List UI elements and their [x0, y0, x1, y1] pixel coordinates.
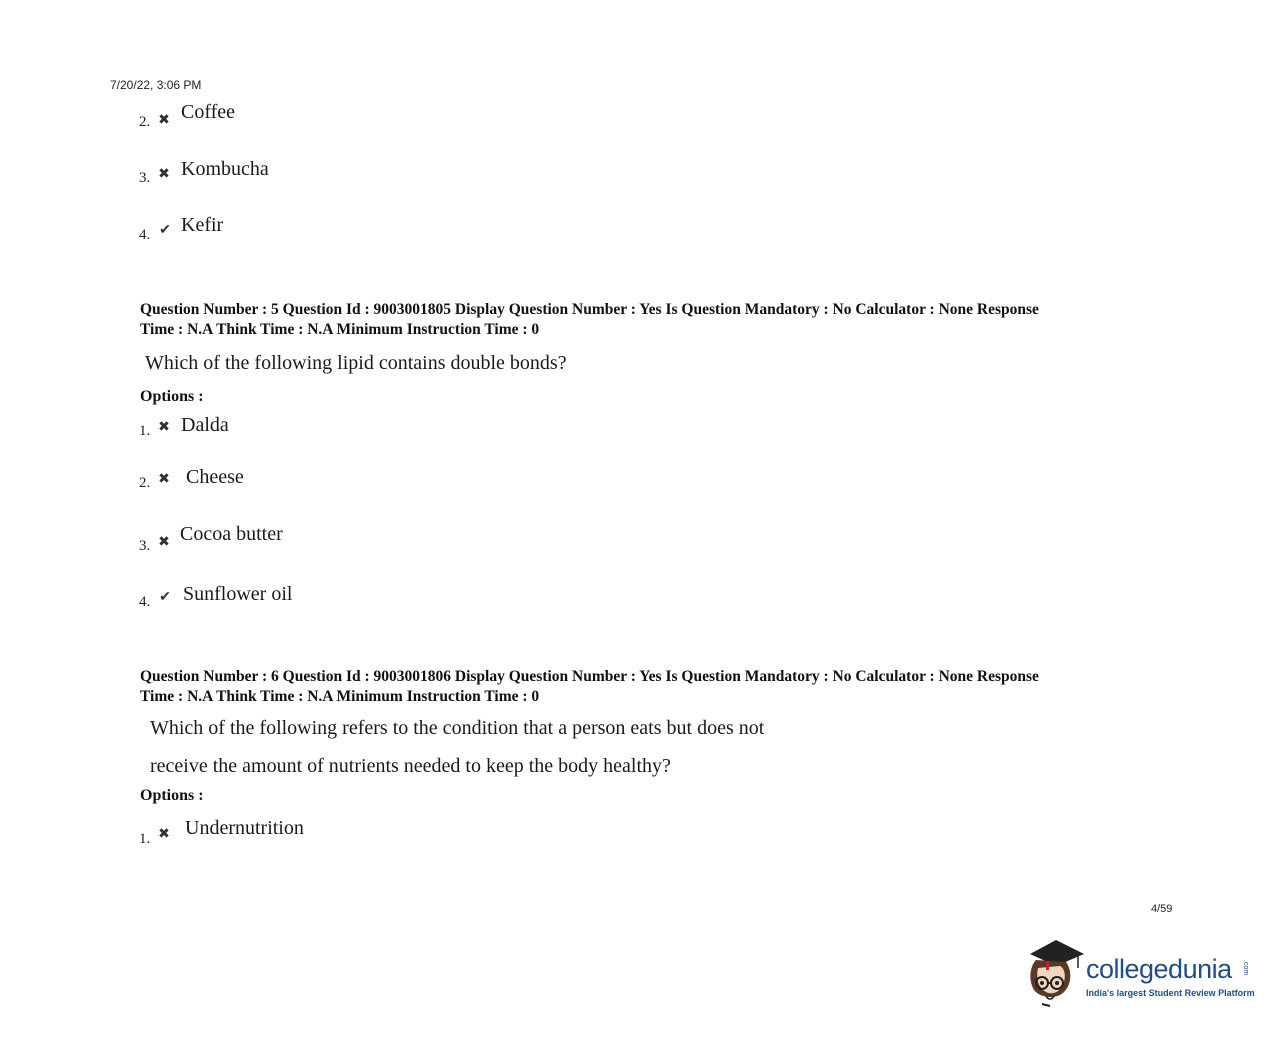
option-text: Coffee — [181, 101, 236, 123]
option-text: Kombucha — [181, 158, 269, 180]
print-timestamp: 7/20/22, 3:06 PM — [110, 78, 202, 92]
option-number: 4. — [139, 227, 151, 243]
option-text: Cocoa butter — [180, 523, 283, 545]
question-text: Which of the following lipid contains double bonds? — [145, 352, 567, 374]
question-text: receive the amount of nutrients needed to keep the body healthy? — [150, 755, 671, 777]
brand-name: collegedunia — [1086, 954, 1232, 984]
question-meta-line: Question Number : 6 Question Id : 9003001806 Display Question Number : Yes Is Question Mandatory : No Calculator : None Response — [140, 668, 1039, 685]
option-text: Dalda — [181, 414, 229, 436]
option-text: Kefir — [181, 214, 224, 236]
check-icon: ✔ — [159, 590, 171, 605]
question-meta — [140, 667, 1039, 707]
option-number: 3. — [139, 170, 151, 186]
cross-icon: ✖ — [158, 113, 170, 128]
options-label: Options : — [140, 388, 204, 405]
option-number: 3. — [139, 538, 151, 554]
option-number: 4. — [139, 594, 151, 610]
option-number: 2. — [139, 475, 151, 491]
collegedunia-logo — [1022, 938, 1262, 1008]
question-meta-line: Time : N.A Think Time : N.A Minimum Instruction Time : 0 — [140, 688, 540, 705]
page-number: 4/59 — [1151, 903, 1173, 915]
brand-suffix: .com — [1242, 960, 1249, 976]
option-text: Undernutrition — [185, 817, 304, 839]
option-text: Cheese — [186, 466, 244, 488]
cross-icon: ✖ — [158, 535, 170, 550]
question-text: Which of the following refers to the condition that a person eats but does not — [150, 717, 765, 739]
cross-icon: ✖ — [158, 420, 170, 435]
question-meta-line: Time : N.A Think Time : N.A Minimum Instruction Time : 0 — [140, 321, 540, 338]
check-icon: ✔ — [159, 223, 171, 238]
question-meta-line: Question Number : 5 Question Id : 9003001805 Display Question Number : Yes Is Question Mandatory : No Calculator : None Response — [140, 301, 1039, 318]
option-number: 1. — [139, 831, 151, 847]
option-number: 2. — [139, 114, 151, 130]
mascot-icon — [1022, 938, 1086, 1008]
option-number: 1. — [139, 423, 151, 439]
option-text: Sunflower oil — [183, 583, 293, 605]
cross-icon: ✖ — [158, 167, 170, 182]
cross-icon: ✖ — [158, 472, 170, 487]
brand-tagline: India's largest Student Review Platform — [1086, 988, 1255, 998]
cross-icon: ✖ — [158, 827, 170, 842]
question-meta — [140, 300, 1039, 340]
options-label: Options : — [140, 787, 204, 804]
